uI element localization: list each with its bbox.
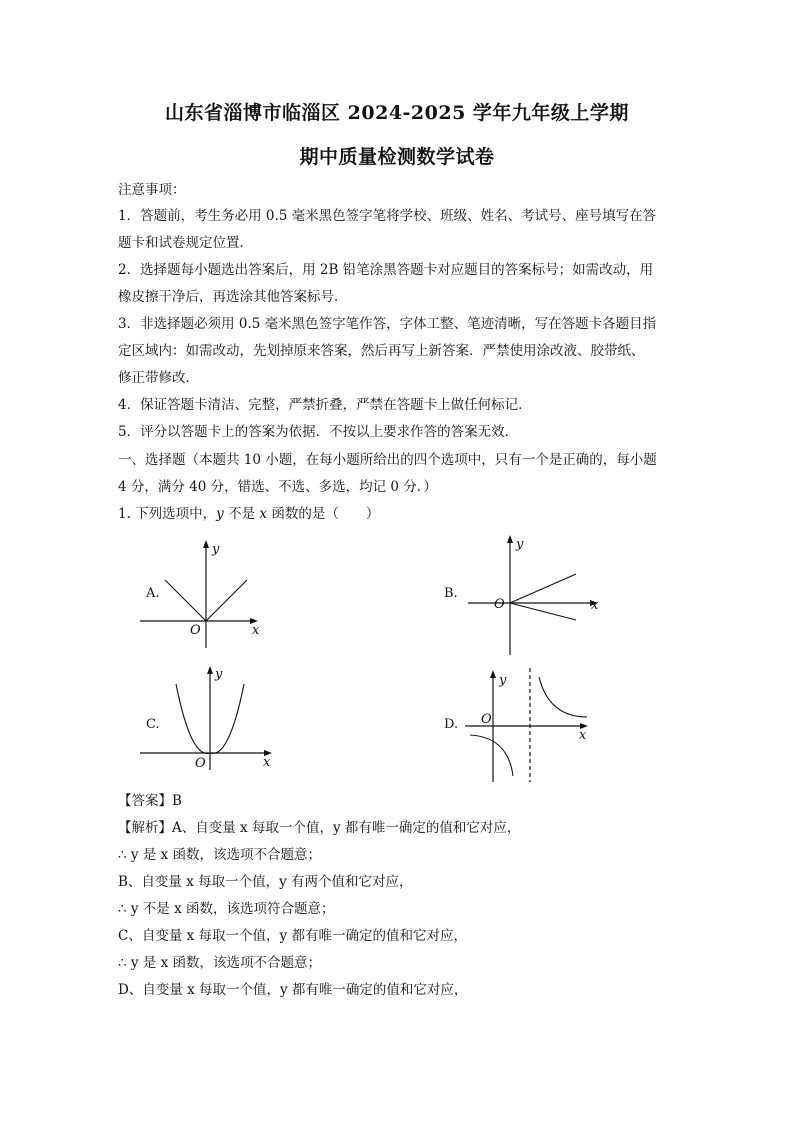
section-heading-b: 4 分，满分 40 分，错选、不选、多选，均记 0 分．） [118,479,438,495]
question-1-stem [118,505,379,523]
y-axis-label: y [212,542,220,557]
analysis-line-3: B、自变量 x 每取一个值，y 有两个值和它对应， [118,874,413,890]
analysis-label: 【解析】 [118,820,172,836]
origin-label: O [494,597,505,612]
option-c-label: C. [146,717,160,732]
stem-var-x: x [259,506,268,522]
notice-item-3b: 定区域内：如需改动，先划掉原来答案，然后再写上新答案．严禁使用涂改液、胶带纸、 [118,343,645,359]
stem-pre: 1. 下列选项中， [118,506,217,522]
analysis-line-2: ∴ y 是 x 函数，该选项不合题意； [118,847,321,863]
y-axis-label: y [516,537,524,552]
curve-right-ray [206,580,247,621]
curve-upper-ray [510,574,576,603]
notice-heading: 注意事项： [118,182,186,198]
stem-post: 函数的是（ ） [267,506,380,522]
option-b-label: B. [444,586,458,601]
y-axis-label: y [215,667,223,682]
analysis-text-1: A、自变量 x 每取一个值，y 都有唯一确定的值和它对应， [172,820,521,836]
analysis-line-5: C、自变量 x 每取一个值，y 都有唯一确定的值和它对应， [118,928,467,944]
x-axis-label: x [263,755,271,770]
curve-lower-ray [510,603,576,620]
option-d-graph [465,664,595,786]
option-b-graph [468,533,608,655]
curve-left-ray [165,580,206,621]
stem-mid: 不是 [223,506,260,522]
y-axis-arrow [490,670,496,678]
notice-item-3c: 修正带修改． [118,370,199,386]
curve-upper-branch [539,677,587,717]
analysis-line-6: ∴ y 是 x 函数，该选项不合题意； [118,955,321,971]
y-axis-label: y [499,673,507,688]
origin-label: O [190,623,201,638]
y-axis-arrow [207,666,213,674]
notice-item-1a: 1．答题前，考生务必用 0.5 毫米黑色签字笔将学校、班级、姓名、考试号、座号填写在答 [118,208,657,224]
notice-item-1b: 题卡和试卷规定位置． [118,235,253,251]
answer-label: 【答案】B [118,793,182,809]
x-axis-label: x [252,623,260,638]
analysis-line-1 [118,819,520,837]
option-c-graph [140,662,280,772]
option-a-graph [140,538,270,648]
section-heading-a: 一、选择题（本题共 10 小题，在每小题所给出的四个选项中，只有一个是正确的，每小题 [118,452,657,468]
notice-item-2b: 橡皮擦干净后，再选涂其他答案标号． [118,289,348,305]
option-d-label: D. [444,717,459,732]
notice-item-4: 4．保证答题卡清洁、完整，严禁折叠，严禁在答题卡上做任何标记． [118,397,532,413]
y-axis-arrow [507,535,513,543]
origin-label: O [195,756,206,771]
y-axis-arrow [203,540,209,548]
page-title-line2: 期中质量检测数学试卷 [299,146,495,168]
analysis-line-7: D、自变量 x 每取一个值，y 都有唯一确定的值和它对应， [118,982,468,998]
stem-var-y: y [216,506,224,522]
notice-item-3a: 3．非选择题必须用 0.5 毫米黑色签字笔作答，字体工整、笔迹清晰，写在答题卡各题目指 [118,316,657,332]
x-axis-label: x [591,598,599,613]
option-a-label: A. [146,586,160,601]
origin-label: O [481,712,492,727]
notice-item-2a: 2．选择题每小题选出答案后，用 2B 铅笔涂黑答题卡对应题目的答案标号；如需改动，用 [118,262,654,278]
x-axis-label: x [579,728,587,743]
page-title-line1: 山东省淄博市临淄区 2024-2025 学年九年级上学期 [165,102,629,124]
curve-lower-branch [470,735,513,776]
notice-item-5: 5．评分以答题卡上的答案为依据．不按以上要求作答的答案无效． [118,424,519,440]
analysis-line-4: ∴ y 不是 x 函数，该选项符合题意； [118,901,335,917]
